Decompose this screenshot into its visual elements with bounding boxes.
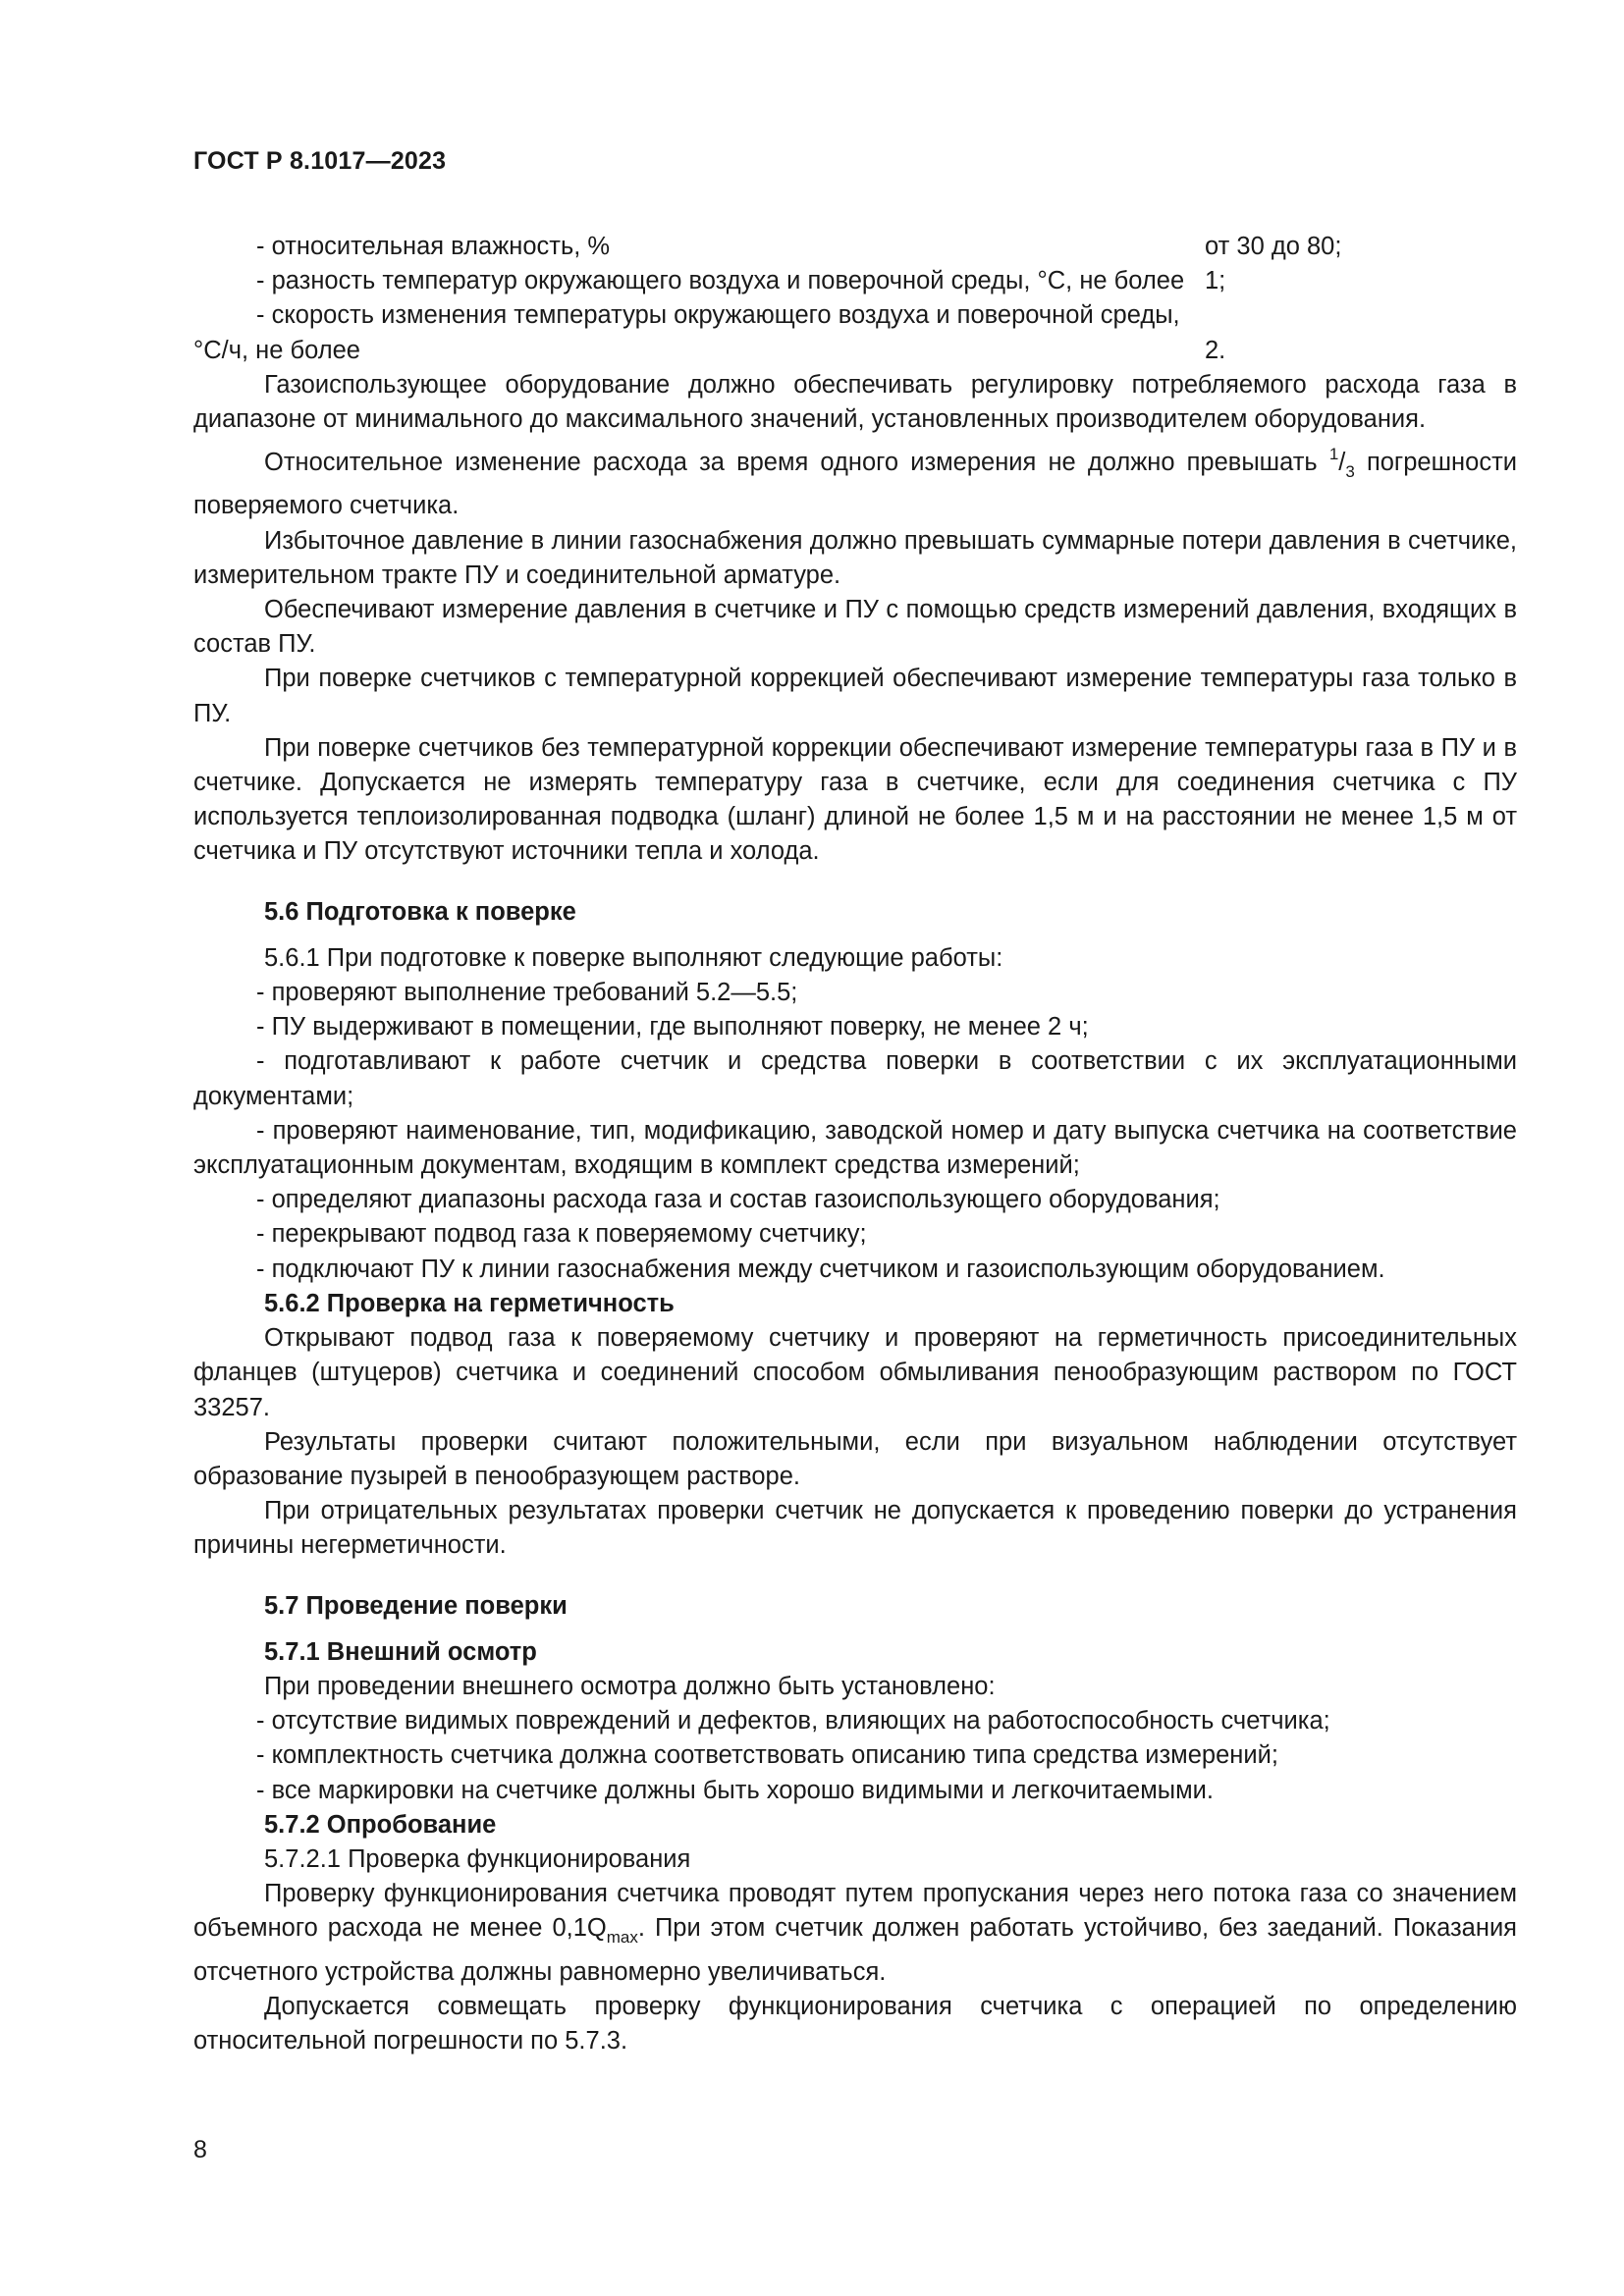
list-item: - ПУ выдерживают в помещении, где выполняют поверку, не менее 2 ч; <box>256 1013 1089 1041</box>
list-item: - проверяют выполнение требований 5.2—5.5; <box>256 979 798 1007</box>
paragraph-text: Проверку функционирования счетчика проводят путем пропускания через него потока газа со значением объемного расхода не менее 0,1Q <box>193 1880 1517 1943</box>
paragraph: Допускается совмещать проверку функционирования счетчика с операцией по определению относительной погрешности по 5.7.3. <box>193 1992 1517 2055</box>
paragraph: Избыточное давление в линии газоснабжения должно превышать суммарные потери давления в счетчике, измерительном тракте ПУ и соединительной арматуре. <box>193 526 1517 589</box>
list-item: - определяют диапазоны расхода газа и состав газоиспользующего оборудования; <box>256 1186 1220 1214</box>
subsection-heading: 5.6.2 Проверка на герметичность <box>264 1289 675 1317</box>
fraction-numerator: 1 <box>1328 445 1339 464</box>
condition-row <box>193 264 1517 298</box>
page-number: 8 <box>193 2136 207 2163</box>
subsection-intro: При проведении внешнего осмотра должно быть установлено: <box>264 1672 996 1700</box>
subsection-heading: 5.7.2 Опробование <box>264 1810 497 1839</box>
paragraph: Открывают подвод газа к поверяемому счетчику и проверяют на герметичность присоединительных фланцев (штуцеров) счетчика и соединений способом обмыливания пенообразующим раствором по ГОСТ 33257. <box>193 1324 1517 1421</box>
document-body <box>193 230 1517 2058</box>
list-item: - проверяют наименование, тип, модификацию, заводской номер и дату выпуска счетчика на соответствие эксплуатационным документам, входящим в комплект средства измерений; <box>193 1116 1517 1180</box>
paragraph: При поверке счетчиков с температурной коррекцией обеспечивают измерение температуры газа только в ПУ. <box>193 665 1517 727</box>
fraction: $^1/_3$ <box>1328 445 1355 482</box>
subsection-heading: 5.7.1 Внешний осмотр <box>264 1637 537 1666</box>
section-heading: 5.7 Проведение поверки <box>264 1591 568 1620</box>
document-header: ГОСТ Р 8.1017—2023 <box>193 147 447 175</box>
paragraph-text: . При этом счетчик должен работать устойчиво, без заеданий. Показания отсчетного устройства должны равномерно увеличиваться. <box>193 1914 1517 1986</box>
paragraph-text: Относительное изменение расхода за время одного измерения не должно превышать <box>264 449 1329 477</box>
paragraph-fraction <box>193 437 1517 523</box>
paragraph-text: погрешности поверяемого счетчика. <box>193 449 1517 520</box>
list-item: - подключают ПУ к линии газоснабжения между счетчиком и газоиспользующим оборудованием. <box>256 1255 1385 1283</box>
condition-value: от 30 до 80; <box>1205 233 1342 260</box>
condition-value: 2. <box>1205 336 1226 364</box>
paragraph-qmax <box>193 1877 1517 1990</box>
paragraph: Результаты проверки считают положительными, если при визуальном наблюдении отсутствует образование пузырей в пенообразующем растворе. <box>193 1427 1517 1490</box>
condition-row <box>193 230 1517 264</box>
condition-text: - относительная влажность, % <box>256 233 611 260</box>
paragraph: Обеспечивают измерение давления в счетчике и ПУ с помощью средств измерений давления, входящих в состав ПУ. <box>193 596 1517 659</box>
condition-text: - скорость изменения температуры окружающего воздуха и поверочной среды, °С/ч, не более <box>193 301 1180 364</box>
list-item: - отсутствие видимых повреждений и дефектов, влияющих на работоспособность счетчика; <box>256 1707 1330 1735</box>
subscript: max <box>606 1928 638 1948</box>
list-item: - все маркировки на счетчике должны быть хорошо видимыми и легкочитаемыми. <box>256 1776 1214 1804</box>
condition-row <box>193 298 1517 367</box>
paragraph: Газоиспользующее оборудование должно обеспечивать регулировку потребляемого расхода газа в диапазоне от минимального до максимального значений, установленных производителем оборудования. <box>193 370 1517 434</box>
list-item: - комплектность счетчика должна соответствовать описанию типа средства измерений; <box>256 1741 1278 1770</box>
list-item: - подготавливают к работе счетчик и средства поверки в соответствии с их эксплуатационными документами; <box>193 1047 1517 1110</box>
condition-text: - разность температур окружающего воздуха и поверочной среды, °С, не более <box>256 267 1185 295</box>
clause-title: 5.7.2.1 Проверка функционирования <box>264 1844 691 1873</box>
paragraph: При отрицательных результатах проверки счетчик не допускается к проведению поверки до устранения причины негерметичности. <box>193 1497 1517 1560</box>
paragraph: При поверке счетчиков без температурной коррекции обеспечивают измерение температуры газа в ПУ и в счетчике. Допускается не измерять температуру газа в счетчике, если для соединения счетчика с ПУ используется теплоизолированная подводка (шланг) длиной не более 1,5 м и на расстоянии не менее 1,5 м от счетчика и ПУ отсутствуют источники тепла и холода. <box>193 733 1517 866</box>
fraction-denominator: 3 <box>1345 462 1355 482</box>
section-heading: 5.6 Подготовка к поверке <box>264 897 576 926</box>
list-item: - перекрывают подвод газа к поверяемому счетчику; <box>256 1220 867 1249</box>
subsection-intro: 5.6.1 При подготовке к поверке выполняют следующие работы: <box>264 943 1003 972</box>
condition-value: 1; <box>1205 267 1226 295</box>
